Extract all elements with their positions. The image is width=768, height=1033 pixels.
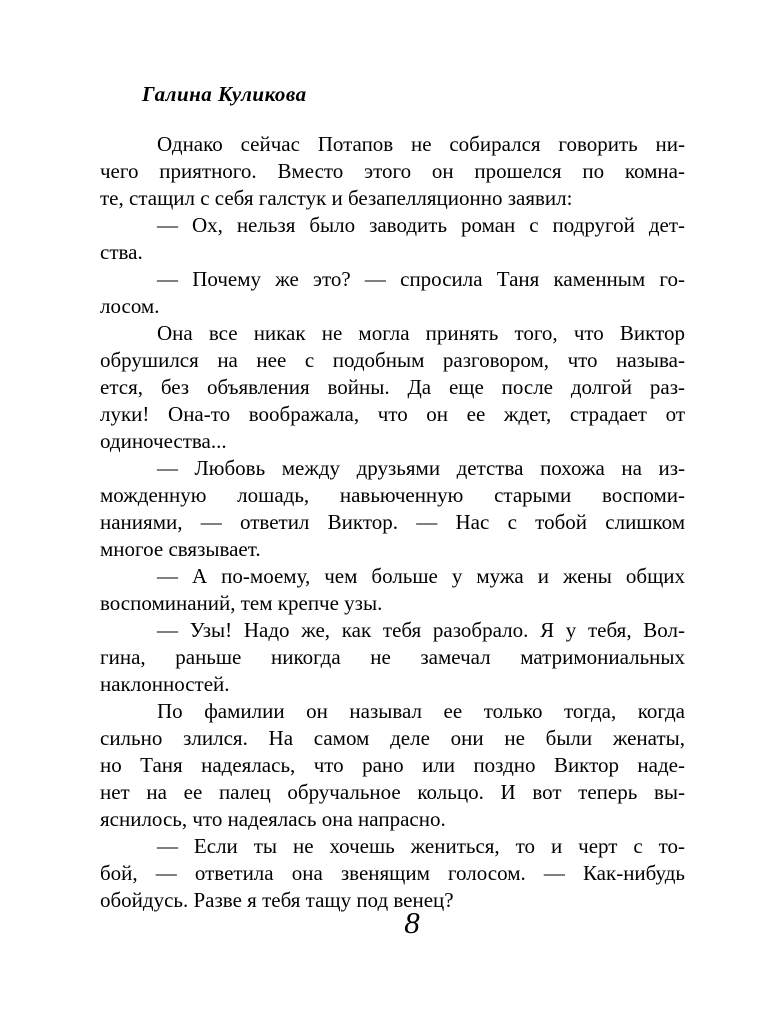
running-header-author: Галина Куликова [142,82,307,106]
text-line: Однако сейчас Потапов не собирался говорить ни- [157,132,685,156]
text-line: наниями, — ответил Виктор. — Нас с тобой слишком [100,510,685,534]
text-line: луки! Она-то воображала, что он ее ждет, страдает от [100,402,685,426]
text-line: но Таня надеялась, что рано или поздно Виктор наде- [100,753,685,777]
text-line: — Почему же это? — спросила Таня каменным го- [157,267,685,291]
text-line: те, стащил с себя галстук и безапелляционно заявил: [100,186,573,210]
paragraph [100,131,685,212]
text-line: яснилось, что надеялась она напрасно. [100,807,446,831]
text-line: можденную лошадь, навьюченную старыми воспоми- [100,483,685,507]
paragraph [100,833,685,914]
text-line: многое связывает. [100,537,261,561]
text-line: чего приятного. Вместо этого он прошелся по комна- [100,159,685,183]
paragraph [100,320,685,455]
paragraph [100,563,685,617]
text-line: гина, раньше никогда не замечал матримониальных [100,645,685,669]
text-line: нет на ее палец обручальное кольцо. И вот теперь вы- [100,780,685,804]
text-line: наклонностей. [100,672,230,696]
text-line: Она все никак не могла принять того, что Виктор [157,321,685,345]
text-line: — Любовь между друзьями детства похожа на из- [157,456,685,480]
text-line: одиночества... [100,429,227,453]
text-line: ства. [100,240,143,264]
text-block [100,131,685,914]
text-line: — Узы! Надо же, как тебя разобрало. Я у тебя, Вол- [157,618,685,642]
text-line: бой, — ответила она звенящим голосом. — Как-нибудь [100,861,685,885]
text-line: обрушился на нее с подобным разговором, что называ- [100,348,685,372]
text-line: ется, без объявления войны. Да еще после долгой раз- [100,375,685,399]
text-line: сильно злился. На самом деле они не были женаты, [100,726,685,750]
text-line: — А по-моему, чем больше у мужа и жены общих [157,564,685,588]
text-line: По фамилии он называл ее только тогда, когда [157,699,685,723]
text-line: обойдусь. Разве я тебя тащу под венец? [100,888,454,912]
text-line: — Если ты не хочешь жениться, то и черт с то- [157,834,685,858]
page-number: 8 [404,905,420,940]
paragraph [100,212,685,266]
paragraph [100,617,685,698]
text-line: лосом. [100,294,160,318]
text-line: — Ох, нельзя было заводить роман с подругой дет- [157,213,685,237]
paragraph [100,455,685,563]
text-line: воспоминаний, тем крепче узы. [100,591,383,615]
paragraph [100,266,685,320]
paragraph [100,698,685,833]
